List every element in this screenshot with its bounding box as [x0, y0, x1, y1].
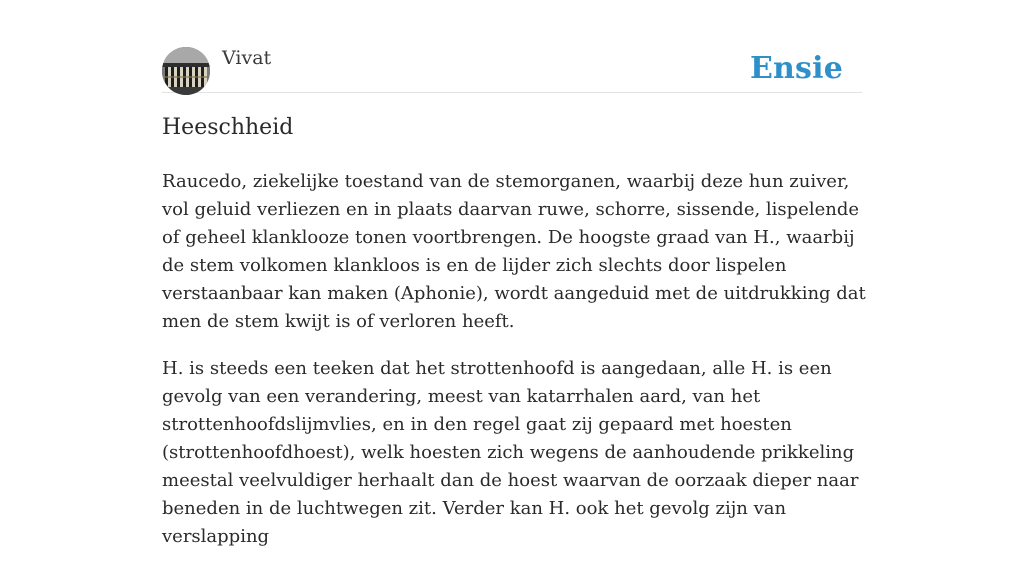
- article-paragraph: H. is steeds een teeken dat het strottenhoofd is aangedaan, alle H. is een gevolg van een verandering, meest van katarrhalen aard, van het strottenhoofdslijmvlies, en in den regel gaat zij gepaard met hoesten (strottenhoofdhoest), welk hoesten zich wegens de aanhoudende prikkeling meestal veelvuldiger herhaalt dan de hoest waarvan de oorzaak dieper naar beneden in de luchtwegen zit. Verder kan H. ook het gevolg zijn van verslapping: [162, 358, 859, 547]
- source-avatar[interactable]: [162, 47, 210, 95]
- brand-logo[interactable]: Ensie: [749, 51, 843, 86]
- book-spines-icon: [162, 47, 210, 95]
- article-body: [162, 168, 867, 570]
- article-paragraph: Raucedo, ziekelijke toestand van de stemorganen, waarbij deze hun zuiver, vol geluid verliezen en in plaats daarvan ruwe, schorre, sissende, lispelende of geheel klanklooze tonen voortbrengen. De hoogste graad van H., waarbij de stem volkomen klankloos is en de lijder zich slechts door lispelen verstaanbaar kan maken (Aphonie), wordt aangeduid met de uitdrukking dat men de stem kwijt is of verloren heeft.: [162, 171, 866, 332]
- site-header: [162, 46, 862, 93]
- source-name[interactable]: Vivat: [222, 47, 272, 69]
- article-title: Heeschheid: [162, 115, 294, 140]
